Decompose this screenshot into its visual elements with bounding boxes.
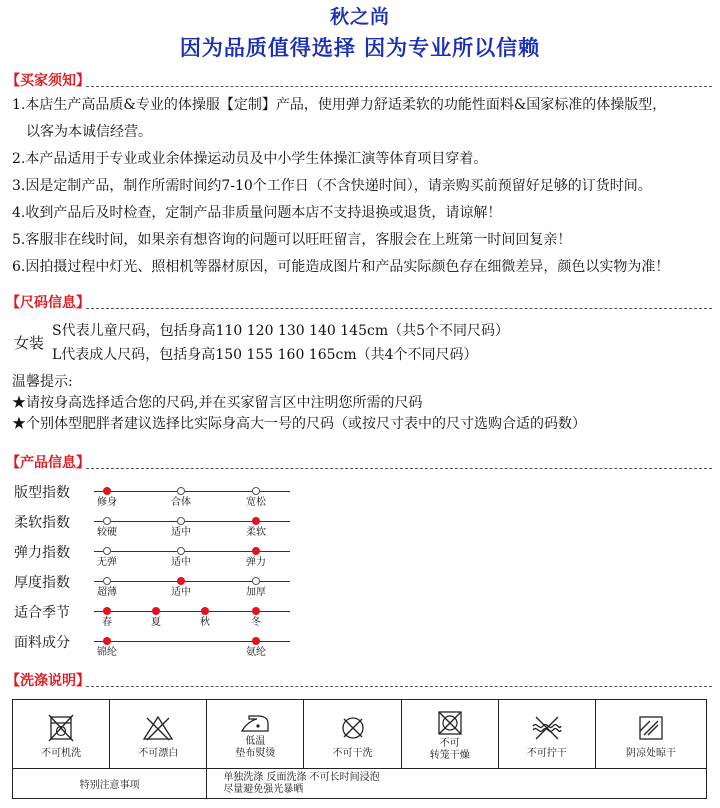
wash-label: 不可漂白 [138, 747, 179, 759]
wash-table [12, 699, 707, 799]
wash-divider [86, 686, 712, 687]
notice-line: 1.本店生产高品质&专业的体操服【定制】产品，使用弹力舒适柔软的功能性面料&国家标准的体操版型， [12, 97, 667, 113]
size-divider [86, 308, 712, 309]
notice-divider [86, 86, 712, 87]
index-option-label: 氨纶 [246, 647, 266, 658]
size-heading: 【尺码信息】 [6, 295, 90, 311]
index-option-label: 秋 [200, 617, 210, 628]
product-heading: 【产品信息】 [6, 455, 90, 471]
notice-line: 5.客服非在线时间，如果亲有想咨询的问题可以旺旺留言，客服会在上班第一时间回复亲！ [12, 232, 572, 248]
index-option-label: 柔软 [246, 527, 266, 538]
notice-heading: 【买家须知】 [6, 73, 90, 89]
notice-line: 4.收到产品后及时检查，定制产品非质量问题本店不支持退换或退货，请谅解！ [12, 205, 502, 221]
wash-cell [498, 700, 595, 769]
index-option-label: 冬 [251, 617, 261, 628]
slogan: 因为品质值得选择 因为专业所以信赖 [179, 36, 541, 60]
wash-heading: 【洗涤说明】 [6, 673, 90, 689]
no-wring-icon [530, 714, 564, 742]
notice-list [12, 92, 718, 281]
low-iron-icon [238, 712, 272, 734]
index-label: 柔软指数 [14, 515, 70, 531]
index-track [94, 581, 290, 582]
wash-label: 阴凉处晾干 [625, 747, 676, 759]
index-option-label: 适中 [171, 527, 191, 538]
note-line: 单独洗涤 反面洗涤 不可长时间浸泡 [223, 771, 380, 783]
size-category: 女装 [14, 334, 45, 352]
notice-line: 2.本产品适用于专业或业余体操运动员及中小学生体操汇演等体育项目穿着。 [12, 151, 488, 167]
index-track [94, 521, 290, 522]
wash-label: 不可干洗 [332, 747, 373, 759]
wash-label: 不可拧干 [526, 747, 567, 759]
index-option-label: 宽松 [246, 497, 266, 508]
index-option-label: 弹力 [246, 557, 266, 568]
index-label: 厚度指数 [14, 575, 70, 591]
wash-cell [110, 700, 207, 769]
index-option-label: 春 [102, 617, 112, 628]
brand-title: 秋之尚 [329, 6, 390, 28]
size-tips [12, 372, 586, 435]
note-label: 特别注意事项 [13, 769, 207, 799]
wash-cell [207, 700, 304, 769]
index-option-label: 超薄 [97, 587, 117, 598]
note-content [207, 769, 707, 799]
tips-title: 温馨提示: [12, 374, 73, 390]
index-option-label: 较硬 [97, 527, 117, 538]
index-option-label: 适中 [171, 557, 191, 568]
index-track [94, 491, 290, 492]
index-label: 版型指数 [14, 485, 70, 501]
notice-line: 6.因拍摄过程中灯光、照相机等器材原因，可能造成图片和产品实际颜色存在细微差异，颜色以实物为准！ [12, 259, 670, 275]
wash-cell [13, 700, 110, 769]
index-option-label: 锦纶 [97, 647, 117, 658]
no-bleach-icon [141, 714, 175, 742]
tip-line: ★个别体型肥胖者建议选择比实际身高大一号的尺码（或按尺寸表中的尺寸选购合适的码数） [12, 416, 586, 432]
wash-label: 低温 垫布熨烫 [235, 736, 276, 759]
wash-cell [304, 700, 401, 769]
index-option-label: 无弹 [97, 557, 117, 568]
index-label: 弹力指数 [14, 545, 70, 561]
tip-line: ★请按身高选择适合您的尺码,并在买家留言区中注明您所需的尺码 [12, 395, 423, 411]
wash-label: 不可机洗 [41, 747, 82, 759]
notice-line: 3.因是定制产品，制作所需时间约7-10个工作日（不含快递时间），请亲购买前预留好足够的订货时间。 [12, 178, 652, 194]
size-line-adult: L代表成人尺码，包括身高150 155 160 165cm（共4个不同尺码） [52, 347, 478, 363]
index-track [94, 641, 290, 642]
index-option-label: 修身 [97, 497, 117, 508]
index-option-label: 适中 [171, 587, 191, 598]
index-track [94, 551, 290, 552]
notice-line: 以客为本诚信经营。 [26, 124, 152, 140]
wash-label: 不可 转笼干燥 [429, 738, 470, 761]
size-line-children: S代表儿童尺码，包括身高110 120 130 140 145cm（共5个不同尺码） [52, 323, 510, 339]
wash-cell [595, 700, 706, 769]
index-option-label: 合体 [171, 497, 191, 508]
index-label: 适合季节 [14, 605, 70, 621]
product-divider [86, 468, 712, 469]
index-option-label: 夏 [151, 617, 161, 628]
wash-cell [401, 700, 498, 769]
no-dry-clean-icon [338, 714, 368, 742]
no-machine-wash-icon [46, 714, 76, 742]
index-track [94, 611, 290, 612]
index-option-label: 加厚 [246, 587, 266, 598]
shade-dry-icon [636, 714, 666, 742]
index-label: 面料成分 [14, 635, 70, 651]
note-line: 尽量避免强光暴晒 [223, 783, 304, 795]
no-tumble-dry-icon [435, 710, 465, 736]
